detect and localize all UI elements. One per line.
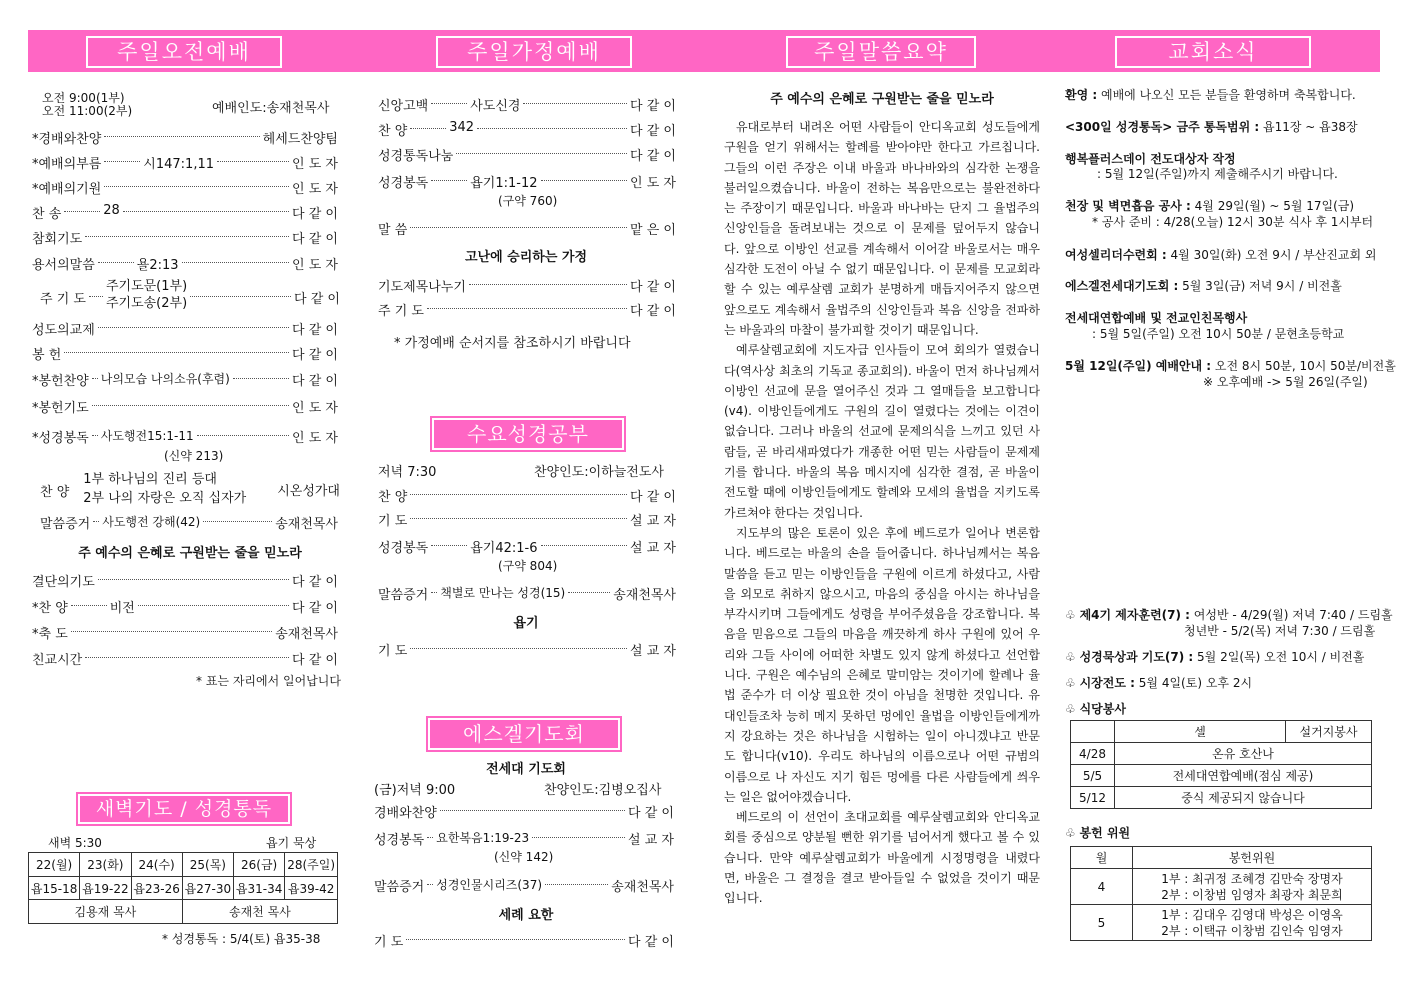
praise-row bbox=[40, 472, 340, 508]
order-detail: 342 bbox=[449, 120, 475, 135]
order-detail: 요한복음1:19-23 bbox=[436, 831, 530, 845]
dot-leader bbox=[93, 513, 99, 522]
news-text: 예배에 나오신 모든 분들을 환영하며 축복합니다. bbox=[1101, 88, 1356, 102]
order-value: 다 같 이 bbox=[292, 207, 338, 222]
dot-leader bbox=[568, 584, 610, 593]
news-head: 성경묵상과 기도(7) : bbox=[1079, 650, 1194, 664]
meal-desc: 중식 제공되지 않습니다 bbox=[1115, 787, 1372, 809]
dot-leader bbox=[233, 370, 289, 379]
news-head: 천장 및 벽면흡음 공사 : bbox=[1065, 199, 1191, 213]
dawn-text: 욥31-34 bbox=[234, 877, 285, 900]
order-row bbox=[32, 397, 338, 416]
order-row bbox=[378, 219, 676, 238]
order-label: 기 도 bbox=[378, 514, 408, 529]
meal-date: 5/12 bbox=[1071, 787, 1115, 809]
dot-leader bbox=[98, 254, 134, 263]
news-ceiling bbox=[1065, 197, 1385, 214]
dawn-table bbox=[28, 852, 338, 924]
order-value: 다 같 이 bbox=[630, 490, 676, 505]
dot-leader bbox=[477, 120, 627, 129]
dot-leader bbox=[427, 829, 433, 838]
dot-leader bbox=[410, 640, 627, 649]
family-note: * 가정예배 순서지를 참조하시기 바랍니다 bbox=[394, 336, 631, 351]
order-row bbox=[378, 300, 676, 319]
wed-time: 저녁 7:30 bbox=[378, 465, 437, 480]
order-value: 인 도 자 bbox=[292, 431, 338, 446]
family-title: 고난에 승리하는 가정 bbox=[464, 250, 588, 265]
meal-desc: 온유 호산나 bbox=[1115, 743, 1372, 765]
reading-note: (신약 213) bbox=[164, 449, 224, 463]
order-detail: 책별로 만나는 성경(15) bbox=[440, 586, 566, 600]
dawn-texts-row bbox=[29, 877, 338, 900]
dot-leader bbox=[92, 370, 98, 379]
order-row bbox=[374, 829, 674, 848]
order-value: 다 같 이 bbox=[292, 232, 338, 247]
news-text: 5월 4일(토) 오후 2시 bbox=[1138, 676, 1253, 690]
dawn-day: 28(주일) bbox=[285, 853, 338, 877]
order-detail: 사도신경 bbox=[470, 99, 521, 114]
dawn-day: 22(월) bbox=[29, 853, 80, 877]
order-row bbox=[32, 178, 338, 197]
news-meditation bbox=[1065, 648, 1385, 665]
order-value: 다 같 이 bbox=[630, 304, 676, 319]
order-label: *예배의기원 bbox=[32, 182, 102, 197]
order-row bbox=[378, 120, 676, 139]
preacher-1: 김용재 목사 bbox=[29, 900, 183, 924]
offer-members bbox=[1133, 905, 1372, 941]
dawn-text: 욥27-30 bbox=[182, 877, 233, 900]
dot-leader bbox=[123, 203, 289, 212]
order-value: 다 같 이 bbox=[628, 935, 674, 950]
news-text: 욥11장 ~ 욥38장 bbox=[1263, 120, 1358, 134]
praise-second: 2부 나의 자랑은 오직 십자가 bbox=[83, 491, 247, 506]
dot-leader bbox=[92, 397, 289, 406]
dawn-day: 24(수) bbox=[131, 853, 182, 877]
wed-leader: 찬양인도:이하늘전도사 bbox=[534, 465, 664, 480]
order-value: 다 같 이 bbox=[630, 149, 676, 164]
offer-month: 4 bbox=[1071, 869, 1133, 905]
order-detail: 사도행전15:1-11 bbox=[100, 429, 194, 443]
order-row bbox=[32, 427, 338, 446]
dot-leader bbox=[541, 537, 628, 546]
news-meal bbox=[1065, 700, 1385, 717]
news-ezekiel bbox=[1065, 277, 1385, 294]
order-value: 다 같 이 bbox=[630, 99, 676, 114]
order-label: *찬 양 bbox=[32, 601, 68, 616]
order-detail: 나의모습 나의소유(후렴) bbox=[100, 372, 230, 386]
offer-line: 2부 : 이창범 임영자 최광자 최문희 bbox=[1161, 887, 1343, 902]
order-row bbox=[378, 276, 676, 295]
preacher-2: 송재천 목사 bbox=[182, 900, 337, 924]
order-value: 다 같 이 bbox=[630, 124, 676, 139]
order-label: *봉헌기도 bbox=[32, 401, 89, 416]
order-row bbox=[378, 640, 676, 659]
meal-date: 5/5 bbox=[1071, 765, 1115, 787]
order-value: 다 같 이 bbox=[292, 653, 338, 668]
order-row bbox=[378, 510, 676, 529]
order-label: 결단의기도 bbox=[32, 575, 95, 590]
news-text: 5월 2일(목) 오전 10시 / 비전홀 bbox=[1197, 650, 1365, 664]
dot-leader bbox=[89, 288, 103, 297]
meal-header-row bbox=[1071, 721, 1372, 743]
offer-month: 5 bbox=[1071, 905, 1133, 941]
news-head: 여성셀리더수련회 : bbox=[1065, 248, 1167, 262]
order-value: 인 도 자 bbox=[292, 182, 338, 197]
order-detail: 성경인물시리즈(37) bbox=[436, 878, 543, 892]
order-label: 성경봉독 bbox=[378, 541, 429, 556]
dot-leader bbox=[138, 597, 289, 606]
order-row bbox=[40, 513, 338, 532]
dot-leader bbox=[469, 276, 627, 285]
dot-leader bbox=[71, 597, 107, 606]
order-value: 설 교 자 bbox=[630, 514, 676, 529]
news-bible bbox=[1065, 118, 1385, 135]
news-head: 행복플러스데이 전도대상자 작정 bbox=[1065, 152, 1236, 166]
news-head: 환영 : bbox=[1065, 88, 1098, 102]
dot-leader bbox=[532, 829, 625, 838]
lords-prayer-row bbox=[40, 279, 340, 312]
order-label: 말씀증거 bbox=[40, 517, 91, 532]
order-row bbox=[378, 95, 676, 114]
dot-leader bbox=[85, 228, 289, 237]
offer-col-members: 봉헌위원 bbox=[1133, 847, 1372, 869]
order-value: 헤세드찬양팀 bbox=[262, 132, 338, 147]
order-detail: 28 bbox=[103, 203, 120, 218]
dawn-note: * 성경통독 : 5/4(토) 욥35-38 bbox=[162, 932, 321, 946]
dawn-label: 욥기 묵상 bbox=[266, 836, 317, 850]
news-training-2: 청년반 - 5/2(목) 저녁 7:30 / 드림홀 bbox=[1184, 624, 1376, 638]
order-row bbox=[374, 802, 674, 821]
order-label: *축 도 bbox=[32, 627, 68, 642]
ezekiel-sub: 전세대 기도회 bbox=[486, 762, 566, 777]
order-label: 찬 양 bbox=[378, 490, 408, 505]
sermon-title: 주 예수의 은혜로 구원받는 줄을 믿노라 bbox=[770, 92, 994, 107]
morning-leader: 예배인도:송재천목사 bbox=[212, 101, 330, 116]
order-value: 설 교 자 bbox=[630, 541, 676, 556]
order-value: 인 도 자 bbox=[292, 157, 338, 172]
news-welcome bbox=[1065, 86, 1385, 103]
dot-leader bbox=[410, 486, 627, 495]
order-value: 송재천목사 bbox=[275, 517, 338, 532]
news-text: 4월 29일(월) ~ 5월 17일(금) bbox=[1194, 199, 1355, 213]
offer-line: 2부 : 이택규 이창범 김인숙 임영자 bbox=[1161, 923, 1343, 938]
offer-line: 1부 : 최귀정 조혜경 김만숙 장명자 bbox=[1161, 871, 1343, 886]
order-row bbox=[32, 623, 338, 642]
order-label: 말씀증거 bbox=[378, 588, 429, 603]
news-head: 봉헌 위원 bbox=[1079, 826, 1131, 840]
dot-leader bbox=[203, 513, 272, 522]
clover-icon: ♧ bbox=[1065, 826, 1076, 840]
dot-leader bbox=[85, 649, 289, 658]
meal-row bbox=[1071, 787, 1372, 809]
order-detail: 욜2:13 bbox=[136, 258, 179, 273]
standing-note: * 표는 자리에서 일어납니다 bbox=[196, 674, 341, 688]
order-label: 신앙고백 bbox=[378, 99, 429, 114]
order-label: 기 도 bbox=[378, 644, 408, 659]
sermon-body bbox=[724, 117, 1040, 909]
meal-desc: 전세대연합예배(점심 제공) bbox=[1115, 765, 1372, 787]
dot-leader bbox=[431, 584, 437, 593]
dawn-time: 새벽 5:30 bbox=[48, 836, 102, 850]
news-head: 제4기 제자훈련(7) : bbox=[1079, 608, 1190, 622]
order-row bbox=[32, 153, 338, 172]
dot-leader bbox=[217, 153, 289, 162]
order-label: 용서의말씀 bbox=[32, 258, 95, 273]
clover-icon: ♧ bbox=[1065, 608, 1076, 622]
offer-line: 1부 : 김대우 김영대 박성은 이영옥 bbox=[1161, 907, 1343, 922]
wed-book: 욥기 bbox=[513, 616, 539, 631]
order-value: 시온성가대 bbox=[277, 484, 340, 499]
order-row bbox=[32, 649, 338, 668]
praise-sub bbox=[83, 470, 246, 508]
order-value: 다 같 이 bbox=[292, 323, 338, 338]
order-row bbox=[378, 172, 676, 191]
dot-leader bbox=[64, 203, 100, 212]
order-label: 찬 송 bbox=[32, 207, 62, 222]
sermon-paragraph: 지도부의 많은 토론이 있은 후에 베드로가 일어나 변론합니다. 베드로는 바울의 손을 들어줍니다. 하나님께서는 복음 말씀을 듣고 믿는 이방인들을 구원에 이르게 하셨다고, 사람을 외모로 취하지 않으시고, 마음의 중심을 아시는 하나님을 부각시키며 그들에게도 성령을 부어주셨음을 강조합니다. 복음을 믿음으로 그들의 마음을 깨끗하게 하사 구원에 있어 우리와 그들 사이에 어떠한 차별도 있지 않게 하셨다고 선언합니다. 구원은 예수님의 은혜로 말미암는 것이기에 할례나 율법 준수가 더 이상 필요한 것이 아님을 천명한 것입니다. 유대인들조차 능히 메지 못하던 멍에인 율법을 이방인들에게까지 강요하는 것은 하나님을 시험하는 일이 아니겠냐고 반문도 합니다(v10). 우리도 하나님의 이름으로나 어떤 규범의 이름으로 나 자신도 지기 힘든 멍에를 다른 사람들에게 씌우는 일은 없어야겠습니다. bbox=[724, 525, 1040, 804]
news-union bbox=[1065, 309, 1385, 326]
offer-row bbox=[1071, 905, 1372, 941]
order-label: 친교시간 bbox=[32, 653, 83, 668]
news-ceiling-note: * 공사 준비 : 4/28(오늘) 12시 30분 식사 후 1시부터 bbox=[1092, 215, 1374, 229]
order-value: 설 교 자 bbox=[630, 644, 676, 659]
order-value: 다 같 이 bbox=[292, 348, 338, 363]
order-value: 송재천목사 bbox=[613, 588, 676, 603]
news-head: <300일 성경통독> 금주 통독범위 : bbox=[1065, 120, 1260, 134]
news-may bbox=[1065, 357, 1396, 374]
meal-row bbox=[1071, 743, 1372, 765]
order-value: 다 같 이 bbox=[294, 292, 340, 307]
news-text: 여성반 - 4/29(월) 저녁 7:40 / 드림홀 bbox=[1193, 608, 1393, 622]
order-row bbox=[32, 319, 338, 338]
order-label: 봉 헌 bbox=[32, 348, 62, 363]
order-row bbox=[32, 128, 338, 147]
order-label: 경배와찬양 bbox=[374, 806, 437, 821]
order-label: 성경봉독 bbox=[378, 176, 429, 191]
meal-col-cell: 셀 bbox=[1115, 721, 1286, 743]
order-value: 인 도 자 bbox=[292, 258, 338, 273]
dawn-header: 새벽기도 / 성경통독 bbox=[78, 794, 290, 824]
order-detail: 비전 bbox=[109, 601, 135, 616]
dot-leader bbox=[427, 876, 433, 885]
clover-icon: ♧ bbox=[1065, 650, 1076, 664]
order-row bbox=[32, 571, 338, 590]
wed-header: 수요성경공부 bbox=[432, 418, 624, 450]
news-head: 에스겔전세대기도회 : bbox=[1065, 279, 1179, 293]
order-row bbox=[378, 145, 676, 164]
dot-leader bbox=[541, 172, 628, 181]
ezekiel-leader: 찬양인도:김병오집사 bbox=[544, 783, 662, 798]
order-detail: 사도행전 강해(42) bbox=[102, 515, 201, 529]
dawn-day: 25(목) bbox=[182, 853, 233, 877]
dot-leader bbox=[406, 931, 625, 940]
order-row bbox=[378, 537, 676, 556]
order-row bbox=[378, 486, 676, 505]
order-value: 다 같 이 bbox=[292, 374, 338, 389]
order-label: 기 도 bbox=[374, 935, 404, 950]
order-label: *예배의부름 bbox=[32, 157, 102, 172]
news-happy-detail: : 5월 12일(주일)까지 제출해주시기 바랍니다. bbox=[1097, 167, 1338, 181]
dawn-preacher-row bbox=[29, 900, 338, 924]
dawn-days-row bbox=[29, 853, 338, 877]
order-value: 다 같 이 bbox=[292, 575, 338, 590]
news-header: 교회소식 bbox=[1115, 36, 1311, 68]
dot-leader bbox=[104, 178, 289, 187]
order-detail: 시147:1,11 bbox=[143, 157, 214, 172]
dot-leader bbox=[431, 172, 467, 181]
dot-leader bbox=[64, 344, 289, 353]
pray-sub-1: 주기도문(1부) bbox=[105, 279, 188, 294]
meal-col-dish: 설거지봉사 bbox=[1286, 721, 1372, 743]
order-label: *성경봉독 bbox=[32, 431, 89, 446]
sermon-paragraph: 베드로의 이 선언이 초대교회를 예루살렘교회와 안디옥교회를 중심으로 양분될 뻔한 위기를 넘어서게 했다고 볼 수 있습니다. 만약 예루살렘교회가 바울에게 시정명령을 내렸다면, 바울은 그 결정을 결코 받아들일 수 없었을 것이기 때문입니다. bbox=[724, 810, 1040, 906]
dawn-text: 욥39-42 bbox=[285, 877, 338, 900]
order-row bbox=[32, 344, 338, 363]
offer-row bbox=[1071, 869, 1372, 905]
order-label: 찬 양 bbox=[40, 485, 70, 500]
dawn-text: 욥19-22 bbox=[80, 877, 131, 900]
news-head: 5월 12일(주일) 예배안내 : bbox=[1065, 359, 1212, 373]
offer-table bbox=[1070, 846, 1372, 941]
offer-col-month: 월 bbox=[1071, 847, 1133, 869]
offer-members bbox=[1133, 869, 1372, 905]
order-detail: 욥기42:1-6 bbox=[470, 541, 538, 556]
news-text: 4월 30일(화) 오전 9시 / 부산진교회 외 bbox=[1170, 248, 1377, 262]
order-label: 기도제목나누기 bbox=[378, 280, 466, 295]
dot-leader bbox=[410, 219, 627, 228]
order-row bbox=[378, 584, 676, 603]
family-header: 주일가정예배 bbox=[436, 36, 632, 68]
order-label: 찬 양 bbox=[378, 124, 408, 139]
dot-leader bbox=[456, 145, 627, 154]
morning-header: 주일오전예배 bbox=[86, 36, 282, 68]
clover-icon: ♧ bbox=[1065, 676, 1076, 690]
dot-leader bbox=[410, 510, 627, 519]
family-reading-note: (구약 760) bbox=[498, 194, 558, 208]
morning-sermon-title: 주 예수의 은혜로 구원받는 줄을 믿노라 bbox=[78, 546, 302, 561]
news-training bbox=[1065, 606, 1393, 623]
dot-leader bbox=[431, 537, 467, 546]
dot-leader bbox=[98, 319, 289, 328]
news-women bbox=[1065, 246, 1385, 263]
praise-first: 1부 하나님의 진리 등대 bbox=[83, 472, 217, 487]
order-row bbox=[32, 203, 338, 222]
ezekiel-reading-note: (신약 142) bbox=[494, 850, 554, 864]
dot-leader bbox=[197, 427, 289, 436]
order-label: 주 기 도 bbox=[40, 292, 86, 307]
order-row bbox=[32, 370, 338, 389]
order-value: 인 도 자 bbox=[292, 401, 338, 416]
dot-leader bbox=[98, 571, 289, 580]
news-text: 오전 8시 50분, 10시 50분/비전홀 bbox=[1214, 359, 1396, 373]
news-union-detail: : 5월 5일(주일) 오전 10시 50분 / 문현초등학교 bbox=[1092, 327, 1345, 341]
news-head: 식당봉사 bbox=[1079, 702, 1126, 716]
dawn-day: 26(금) bbox=[234, 853, 285, 877]
clover-icon: ♧ bbox=[1065, 702, 1076, 716]
dot-leader bbox=[104, 153, 140, 162]
pray-sub bbox=[106, 278, 187, 312]
order-row bbox=[374, 876, 674, 895]
meal-row bbox=[1071, 765, 1372, 787]
news-market bbox=[1065, 674, 1385, 691]
order-label: *봉헌찬양 bbox=[32, 374, 89, 389]
order-value: 다 같 이 bbox=[630, 280, 676, 295]
ezekiel-time: (금)저녁 9:00 bbox=[374, 783, 456, 798]
dot-leader bbox=[431, 95, 467, 104]
time-second: 오전 11:00(2부) bbox=[42, 104, 133, 118]
order-detail: 욥기1:1-12 bbox=[470, 176, 538, 191]
dawn-text: 욥15-18 bbox=[29, 877, 80, 900]
sermon-paragraph: 예루살렘교회에 지도자급 인사들이 모여 회의가 열렸습니다(역사상 최초의 기독교 종교회의). 바울이 먼저 하나님께서 이방인 선교에 문을 열어주신 것과 그 열매들을 보고합니다(v4). 이방인들에게도 구원의 길이 열렸다는 것에는 이견이 없습니다. 그러나 바울의 선교에 문제의식을 느끼고 있던 사람들, 곧 바리새파였다가 개종한 어떤 믿는 사람들이 문제제기를 합니다. 바울의 복음 메시지에 심각한 결점, 곧 바울이 전도할 때에 이방인들에게도 할례와 모세의 율법을 지키도록 가르쳐야 한다는 것입니다. bbox=[724, 343, 1040, 520]
order-label: 주 기 도 bbox=[378, 304, 424, 319]
time-first: 오전 9:00(1부) bbox=[42, 91, 125, 105]
order-value: 다 같 이 bbox=[628, 806, 674, 821]
order-row bbox=[32, 254, 338, 273]
order-label: *경배와찬양 bbox=[32, 132, 102, 147]
news-offer bbox=[1065, 824, 1385, 841]
order-row bbox=[32, 228, 338, 247]
news-text: 5월 3일(금) 저녁 9시 / 비전홀 bbox=[1182, 279, 1342, 293]
dot-leader bbox=[545, 876, 608, 885]
meal-table bbox=[1070, 720, 1372, 809]
dot-leader bbox=[410, 120, 446, 129]
ezekiel-header: 에스겔기도회 bbox=[428, 718, 620, 750]
pray-sub-2: 주기도송(2부) bbox=[105, 296, 188, 311]
dot-leader bbox=[523, 95, 627, 104]
order-row bbox=[32, 597, 338, 616]
order-value: 설 교 자 bbox=[628, 833, 674, 848]
order-value: 송재천목사 bbox=[275, 627, 338, 642]
sermon-paragraph: 유대로부터 내려온 어떤 사람들이 안디옥교회 성도들에게 구원을 얻기 위해서는 할례를 받아야만 한다고 가르칩니다. 그들의 이런 주장은 이내 바울과 바나바와의 심각한 논쟁을 불러일으켰습니다. 바울이 전하는 복음만으로는 불완전하다는 주장이기 때문입니다. 바울과 바나바는 단지 그 율법주의 신앙인들을 돌려보내는 것으로 이 문제를 덮어두지 않습니다. 앞으로 이방인 선교를 계속해서 이어갈 바울로서는 매우 심각한 도전이 아닐 수 없기 때문입니다. 이 문제를 모교회라 할 수 있는 예루살렘 교회가 분명하게 매듭지어주지 않으면 앞으로도 계속해서 율법주의 신앙인들과 복음 신앙을 전파하는 바울과의 마찰이 불가피할 것이기 때문입니다. bbox=[724, 120, 1040, 337]
morning-times bbox=[42, 92, 132, 118]
news-head: 전세대연합예배 및 전교인친목행사 bbox=[1065, 311, 1248, 325]
order-label: 말 씀 bbox=[378, 223, 408, 238]
ezekiel-person: 세례 요한 bbox=[498, 908, 554, 923]
dawn-text: 욥23-26 bbox=[131, 877, 182, 900]
order-row bbox=[374, 931, 674, 950]
order-value: 인 도 자 bbox=[630, 176, 676, 191]
dawn-day: 23(화) bbox=[80, 853, 131, 877]
wed-reading-note: (구약 804) bbox=[498, 559, 558, 573]
sermon-header: 주일말씀요약 bbox=[786, 36, 976, 68]
order-label: 성경통독나눔 bbox=[378, 149, 454, 164]
order-label: 말씀증거 bbox=[374, 880, 425, 895]
news-head: 시장전도 : bbox=[1079, 676, 1135, 690]
order-label: 참회기도 bbox=[32, 232, 83, 247]
news-may-note: ※ 오후예배 -> 5월 26일(주일) bbox=[1203, 375, 1368, 389]
dot-leader bbox=[440, 802, 625, 811]
order-value: 다 같 이 bbox=[292, 601, 338, 616]
dot-leader bbox=[92, 427, 98, 436]
dot-leader bbox=[104, 128, 259, 137]
order-value: 송재천목사 bbox=[611, 880, 674, 895]
order-label: 성도의교제 bbox=[32, 323, 95, 338]
dot-leader bbox=[427, 300, 627, 309]
dot-leader bbox=[71, 623, 272, 632]
dot-leader bbox=[182, 254, 289, 263]
meal-date: 4/28 bbox=[1071, 743, 1115, 765]
order-value: 맡 은 이 bbox=[630, 223, 676, 238]
dot-leader bbox=[190, 288, 291, 297]
offer-header-row bbox=[1071, 847, 1372, 869]
order-label: 성경봉독 bbox=[374, 833, 425, 848]
